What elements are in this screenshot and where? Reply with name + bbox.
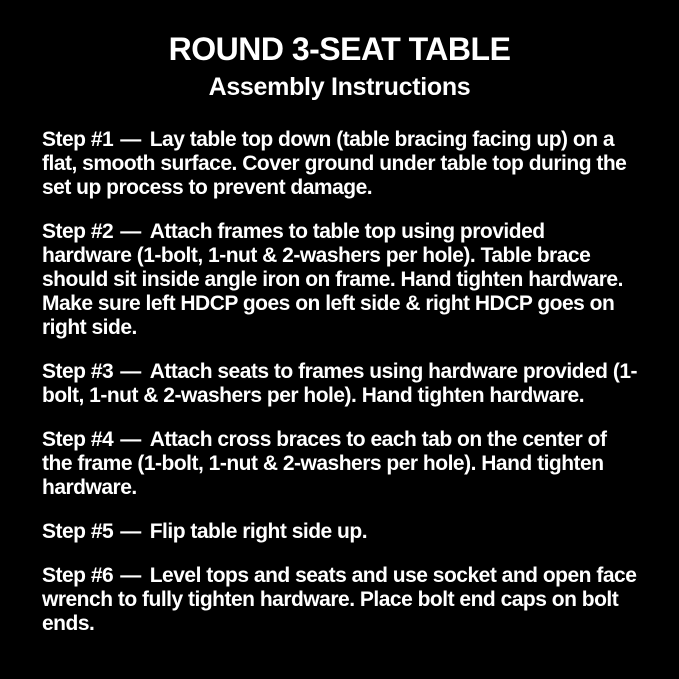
step-item-6 [42, 564, 637, 636]
step-text: Attach frames to table top using provided hardware (1-bolt, 1-nut & 2-washers per hole). Table brace should sit inside angle iron on frame. Hand tighten hardware. Make sure left HDCP goes on left side & right HDCP goes on right side. [42, 220, 623, 339]
step-item-3 [42, 360, 637, 408]
step-item-4 [42, 428, 637, 500]
step-item-2 [42, 220, 637, 340]
step-item-1 [42, 128, 637, 200]
step-separator: — [120, 564, 141, 587]
step-label: Step #3 [42, 360, 114, 383]
step-separator: — [120, 128, 141, 151]
step-item-5 [42, 520, 637, 544]
step-text: Attach seats to frames using hardware provided (1-bolt, 1-nut & 2-washers per hole). Hand tighten hardware. [42, 360, 637, 407]
step-separator: — [120, 360, 141, 383]
page-title: ROUND 3-SEAT TABLE [168, 31, 511, 67]
step-label: Step #6 [42, 564, 114, 587]
step-text: Lay table top down (table bracing facing up) on a flat, smooth surface. Cover ground under table top during the set up process to prevent damage. [42, 128, 627, 199]
step-separator: — [120, 220, 141, 243]
steps-list [42, 128, 637, 636]
page-subtitle: Assembly Instructions [208, 73, 471, 101]
step-label: Step #1 [42, 128, 114, 151]
step-text: Attach cross braces to each tab on the center of the frame (1-bolt, 1-nut & 2-washers per hole). Hand tighten hardware. [42, 428, 607, 499]
step-label: Step #5 [42, 520, 114, 543]
step-separator: — [120, 428, 141, 451]
step-text: Flip table right side up. [149, 520, 368, 543]
step-separator: — [120, 520, 141, 543]
step-label: Step #2 [42, 220, 114, 243]
step-label: Step #4 [42, 428, 114, 451]
step-text: Level tops and seats and use socket and open face wrench to fully tighten hardware. Place bolt end caps on bolt ends. [42, 564, 637, 635]
